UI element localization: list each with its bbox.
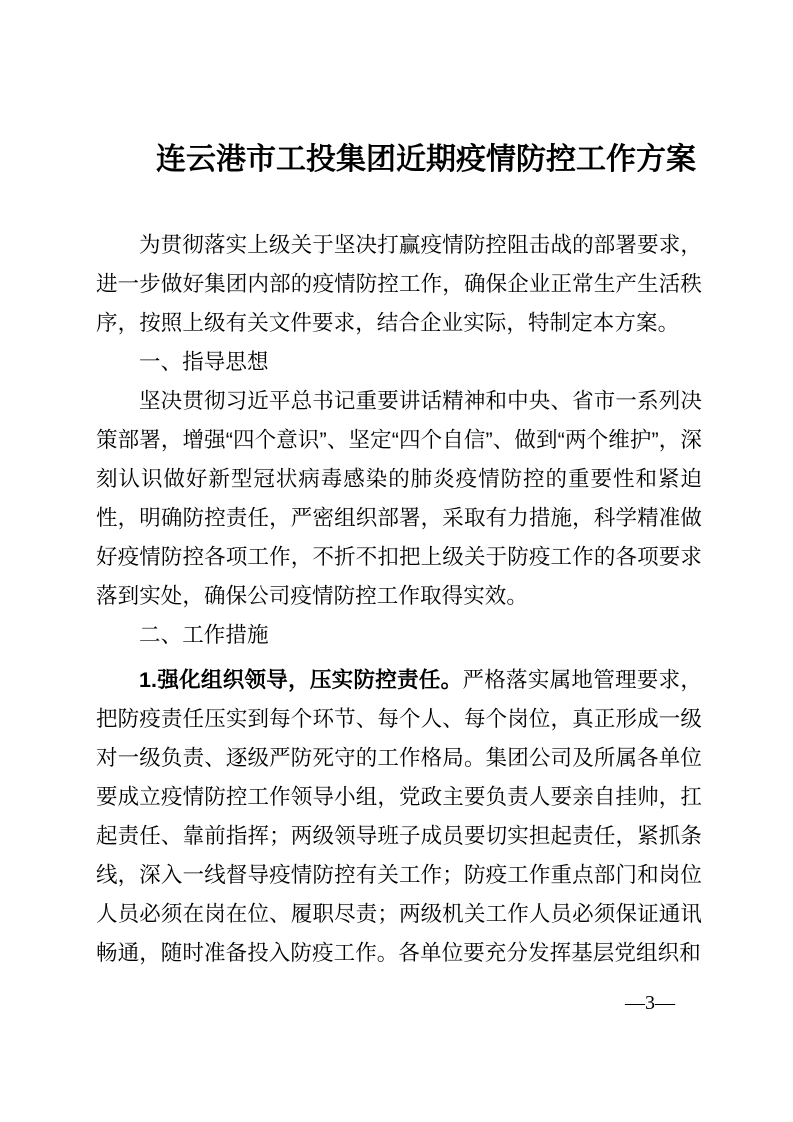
- measure-1-paragraph: [96, 661, 702, 973]
- measure-1-lead: 1.强化组织领导，压实防控责任。: [139, 668, 463, 692]
- page-number: —3—: [625, 992, 675, 1014]
- section-1-heading: 一、指导思想: [139, 350, 269, 374]
- document-content: [96, 0, 702, 973]
- measure-1-text: 严格落实属地管理要求，把防疫责任压实到每个环节、每个人、每个岗位，真正形成一级对一级负责、逐级严防死守的工作格局。集团公司及所属各单位要成立疫情防控工作领导小组，党政主要负责人要亲自挂帅，扛起责任、靠前指挥；两级领导班子成员要切实担起责任，紧抓条线，深入一线督导疫情防控有关工作；防疫工作重点部门和岗位人员必须在岗在位、履职尽责；两级机关工作人员必须保证通讯畅通，随时准备投入防疫工作。各单位要充分发挥基层党组织和: [96, 668, 702, 965]
- document-title: 连云港市工投集团近期疫情防控工作方案: [156, 143, 696, 176]
- intro-paragraph: 为贯彻落实上级关于坚决打赢疫情防控阻击战的部署要求，进一步做好集团内部的疫情防控工作，确保企业正常生产生活秩序，按照上级有关文件要求，结合企业实际，特制定本方案。: [96, 233, 702, 335]
- section-1-paragraph: 坚决贯彻习近平总书记重要讲话精神和中央、省市一系列决策部署，增强“四个意识”、坚定“四个自信”、做到“两个维护”，深刻认识做好新型冠状病毒感染的肺炎疫情防控的重要性和紧迫性，明确防控责任，严密组织部署，采取有力措施，科学精准做好疫情防控各项工作，不折不扣把上级关于防疫工作的各项要求落到实处，确保公司疫情防控工作取得实效。: [96, 389, 702, 608]
- section-2-heading: 二、工作措施: [139, 623, 269, 647]
